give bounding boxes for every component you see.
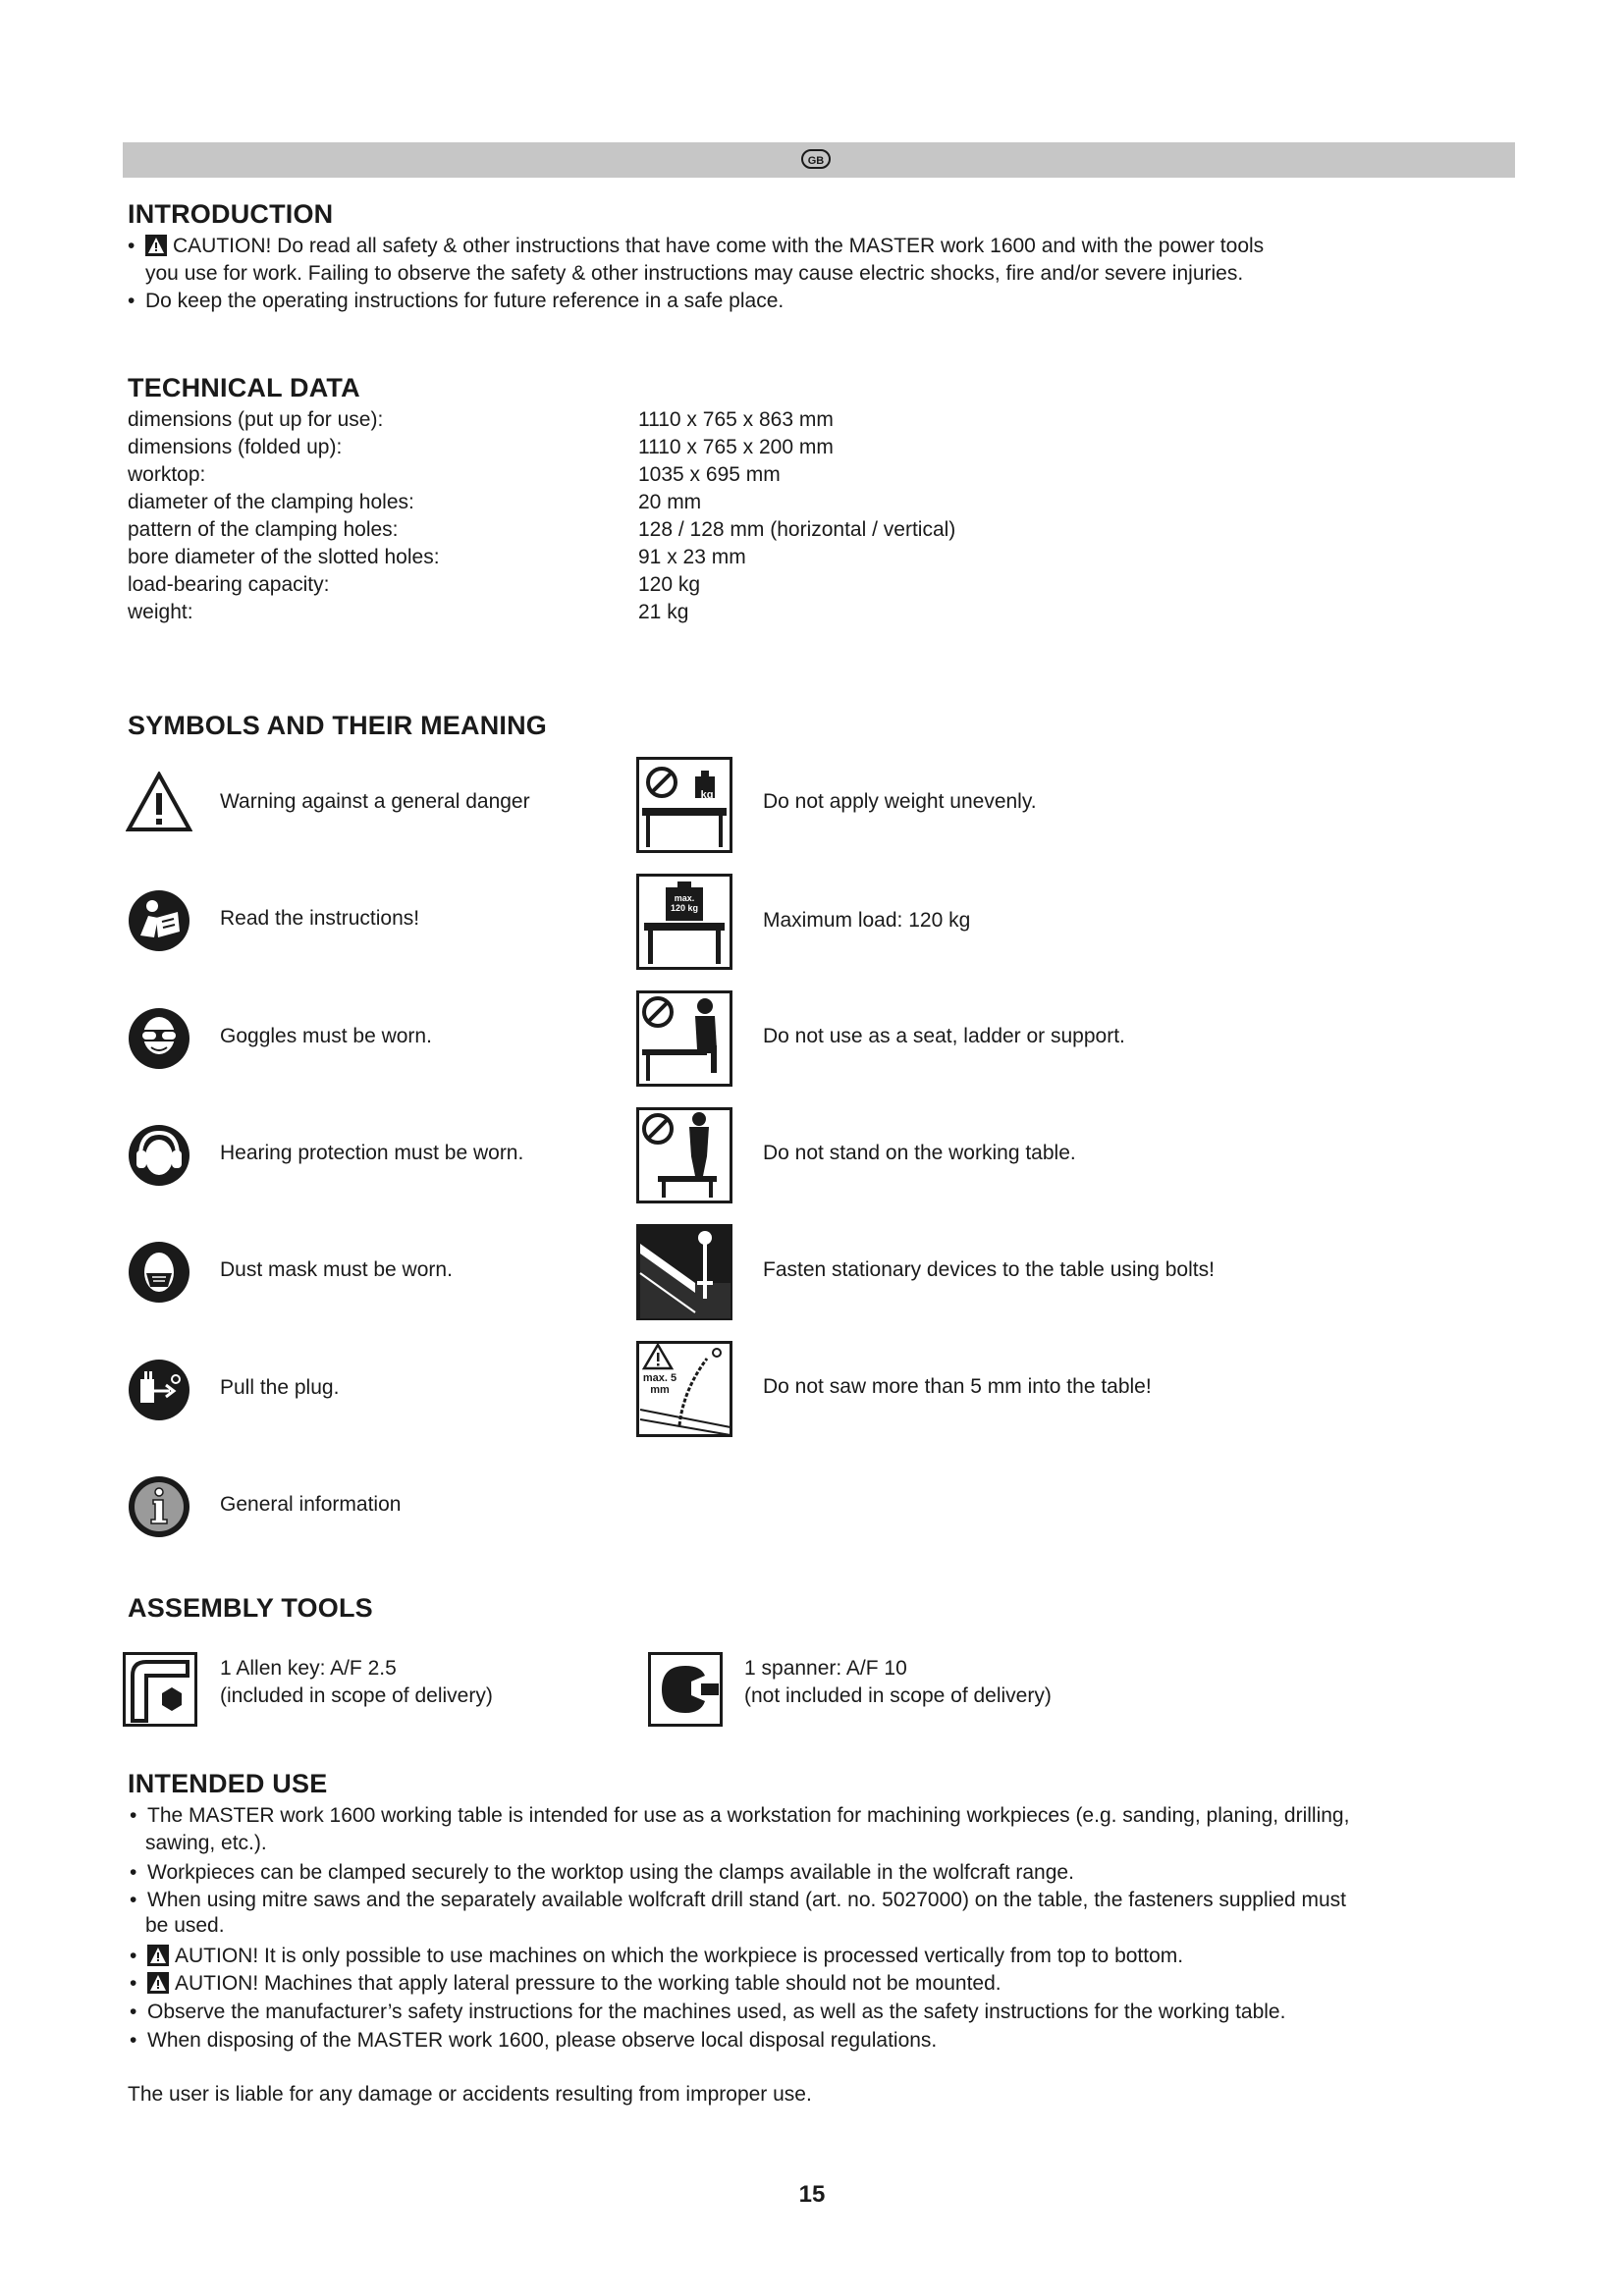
td-label: worktop: xyxy=(128,463,206,486)
tool-2-line-2: (not included in scope of delivery) xyxy=(744,1684,1052,1707)
assembly-tools-title: ASSEMBLY TOOLS xyxy=(128,1593,373,1623)
info-icon xyxy=(127,1474,191,1539)
intended-use-bullet-1-line-2: sawing, etc.). xyxy=(145,1832,267,1854)
dust-mask-icon xyxy=(127,1240,191,1305)
intended-use-bullet-3: • When using mitre saws and the separately available wolfcraft drill stand (art. no. 5027000) on the table, the fasteners supplied must xyxy=(130,1889,1347,1911)
symbol-text: Do not apply weight unevenly. xyxy=(763,790,1037,813)
introduction-bullet-2: • Do keep the operating instructions for future reference in a safe place. xyxy=(128,290,785,312)
intended-use-footer: The user is liable for any damage or accidents resulting from improper use. xyxy=(128,2083,812,2106)
td-label: load-bearing capacity: xyxy=(128,573,330,596)
td-value: 1035 x 695 mm xyxy=(638,463,781,486)
symbol-text: Dust mask must be worn. xyxy=(220,1258,453,1281)
introduction-bullet-2-text: Do keep the operating instructions for future reference in a safe place. xyxy=(145,290,785,312)
symbol-text: Read the instructions! xyxy=(220,907,420,930)
symbol-text: General information xyxy=(220,1493,402,1516)
goggles-icon xyxy=(127,1006,191,1071)
symbols-title: SYMBOLS AND THEIR MEANING xyxy=(128,711,548,740)
intended-use-bullet-4-text: AUTION! It is only possible to use machines on which the workpiece is processed vertically from top to bottom. xyxy=(175,1945,1184,1967)
td-label: diameter of the clamping holes: xyxy=(128,491,414,513)
introduction-bullet-1: • CAUTION! Do read all safety & other instructions that have come with the MASTER work 1600 and with the power tools xyxy=(128,235,1265,257)
td-value: 20 mm xyxy=(638,491,702,513)
intended-use-bullet-6: • Observe the manufacturer’s safety instructions for the machines used, as well as the safety instructions for the working table. xyxy=(130,2001,1286,2023)
td-value: 128 / 128 mm (horizontal / vertical) xyxy=(638,518,956,541)
intended-use-bullet-3-line-1: When using mitre saws and the separately available wolfcraft drill stand (art. no. 5027000) on the table, the fasteners supplied must xyxy=(147,1889,1347,1911)
intended-use-bullet-6-text: Observe the manufacturer’s safety instructions for the machines used, as well as the safety instructions for the working table. xyxy=(147,2001,1286,2023)
max-load-badge: max. 120 kg xyxy=(670,893,699,913)
td-label: bore diameter of the slotted holes: xyxy=(128,546,440,568)
saw-depth-badge: max. 5 mm xyxy=(642,1372,677,1396)
td-value: 21 kg xyxy=(638,601,689,623)
no-stand-icon xyxy=(636,1107,732,1203)
intended-use-title: INTENDED USE xyxy=(128,1769,328,1798)
symbol-text: Do not stand on the working table. xyxy=(763,1142,1076,1164)
td-label: dimensions (folded up): xyxy=(128,436,343,458)
intended-use-bullet-5-text: AUTION! Machines that apply lateral pressure to the working table should not be mounted. xyxy=(175,1972,1001,1995)
td-label: pattern of the clamping holes: xyxy=(128,518,399,541)
tool-2-line-1: 1 spanner: A/F 10 xyxy=(744,1657,907,1680)
pull-plug-icon xyxy=(127,1358,191,1422)
max-load-icon xyxy=(636,874,732,970)
introduction-bullet-1-line-1: CAUTION! Do read all safety & other instructions that have come with the MASTER work 1600 and with the power tools xyxy=(173,235,1265,257)
technical-data-title: TECHNICAL DATA xyxy=(128,373,360,402)
intended-use-bullet-1-line-1: The MASTER work 1600 working table is intended for use as a workstation for machining workpieces (e.g. sanding, planing, drilling, xyxy=(147,1804,1350,1827)
page-number: 15 xyxy=(798,2181,826,2208)
uneven-weight-icon xyxy=(636,757,732,853)
caution-icon xyxy=(147,1972,169,1994)
hearing-protection-icon xyxy=(127,1123,191,1188)
symbol-text: Fasten stationary devices to the table using bolts! xyxy=(763,1258,1215,1281)
bolt-fasten-icon xyxy=(636,1224,732,1320)
intended-use-bullet-3-line-2: be used. xyxy=(145,1914,225,1937)
tool-1-line-2: (included in scope of delivery) xyxy=(220,1684,493,1707)
symbol-text: Hearing protection must be worn. xyxy=(220,1142,524,1164)
caution-icon xyxy=(147,1945,169,1966)
intended-use-bullet-2: • Workpieces can be clamped securely to the worktop using the clamps available in the wolfcraft range. xyxy=(130,1861,1074,1884)
intended-use-bullet-7-text: When disposing of the MASTER work 1600, please observe local disposal regulations. xyxy=(147,2029,938,2052)
introduction-bullet-1-line-2: you use for work. Failing to observe the safety & other instructions may cause electric shocks, fire and/or severe injuries. xyxy=(145,262,1244,285)
symbol-text: Do not saw more than 5 mm into the table! xyxy=(763,1375,1152,1398)
intended-use-bullet-1: • The MASTER work 1600 working table is intended for use as a workstation for machining workpieces (e.g. sanding, planing, drilling, xyxy=(130,1804,1350,1827)
spanner-icon xyxy=(648,1652,723,1727)
td-value: 1110 x 765 x 200 mm xyxy=(638,436,834,458)
td-value: 120 kg xyxy=(638,573,701,596)
symbol-text: Warning against a general danger xyxy=(220,790,530,813)
caution-icon xyxy=(145,235,167,256)
uneven-weight-badge: kg xyxy=(700,789,714,801)
td-value: 1110 x 765 x 863 mm xyxy=(638,408,834,431)
symbol-text: Do not use as a seat, ladder or support. xyxy=(763,1025,1125,1047)
symbol-text: Pull the plug. xyxy=(220,1376,340,1399)
intended-use-bullet-2-text: Workpieces can be clamped securely to the worktop using the clamps available in the wolfcraft range. xyxy=(147,1861,1074,1884)
introduction-title: INTRODUCTION xyxy=(128,199,334,229)
read-instructions-icon xyxy=(127,888,191,953)
td-value: 91 x 23 mm xyxy=(638,546,746,568)
td-label: weight: xyxy=(128,601,193,623)
symbol-text: Goggles must be worn. xyxy=(220,1025,432,1047)
allen-key-icon xyxy=(123,1652,197,1727)
intended-use-bullet-5: • AUTION! Machines that apply lateral pressure to the working table should not be mounted. xyxy=(130,1972,1001,1995)
language-badge: GB xyxy=(801,149,831,169)
symbol-text: Maximum load: 120 kg xyxy=(763,909,971,932)
intended-use-bullet-7: • When disposing of the MASTER work 1600, please observe local disposal regulations. xyxy=(130,2029,938,2052)
tool-1-line-1: 1 Allen key: A/F 2.5 xyxy=(220,1657,397,1680)
warning-triangle-icon xyxy=(126,772,192,832)
intended-use-bullet-4: • AUTION! It is only possible to use machines on which the workpiece is processed vertically from top to bottom. xyxy=(130,1945,1184,1967)
td-label: dimensions (put up for use): xyxy=(128,408,384,431)
no-seat-icon xyxy=(636,990,732,1087)
